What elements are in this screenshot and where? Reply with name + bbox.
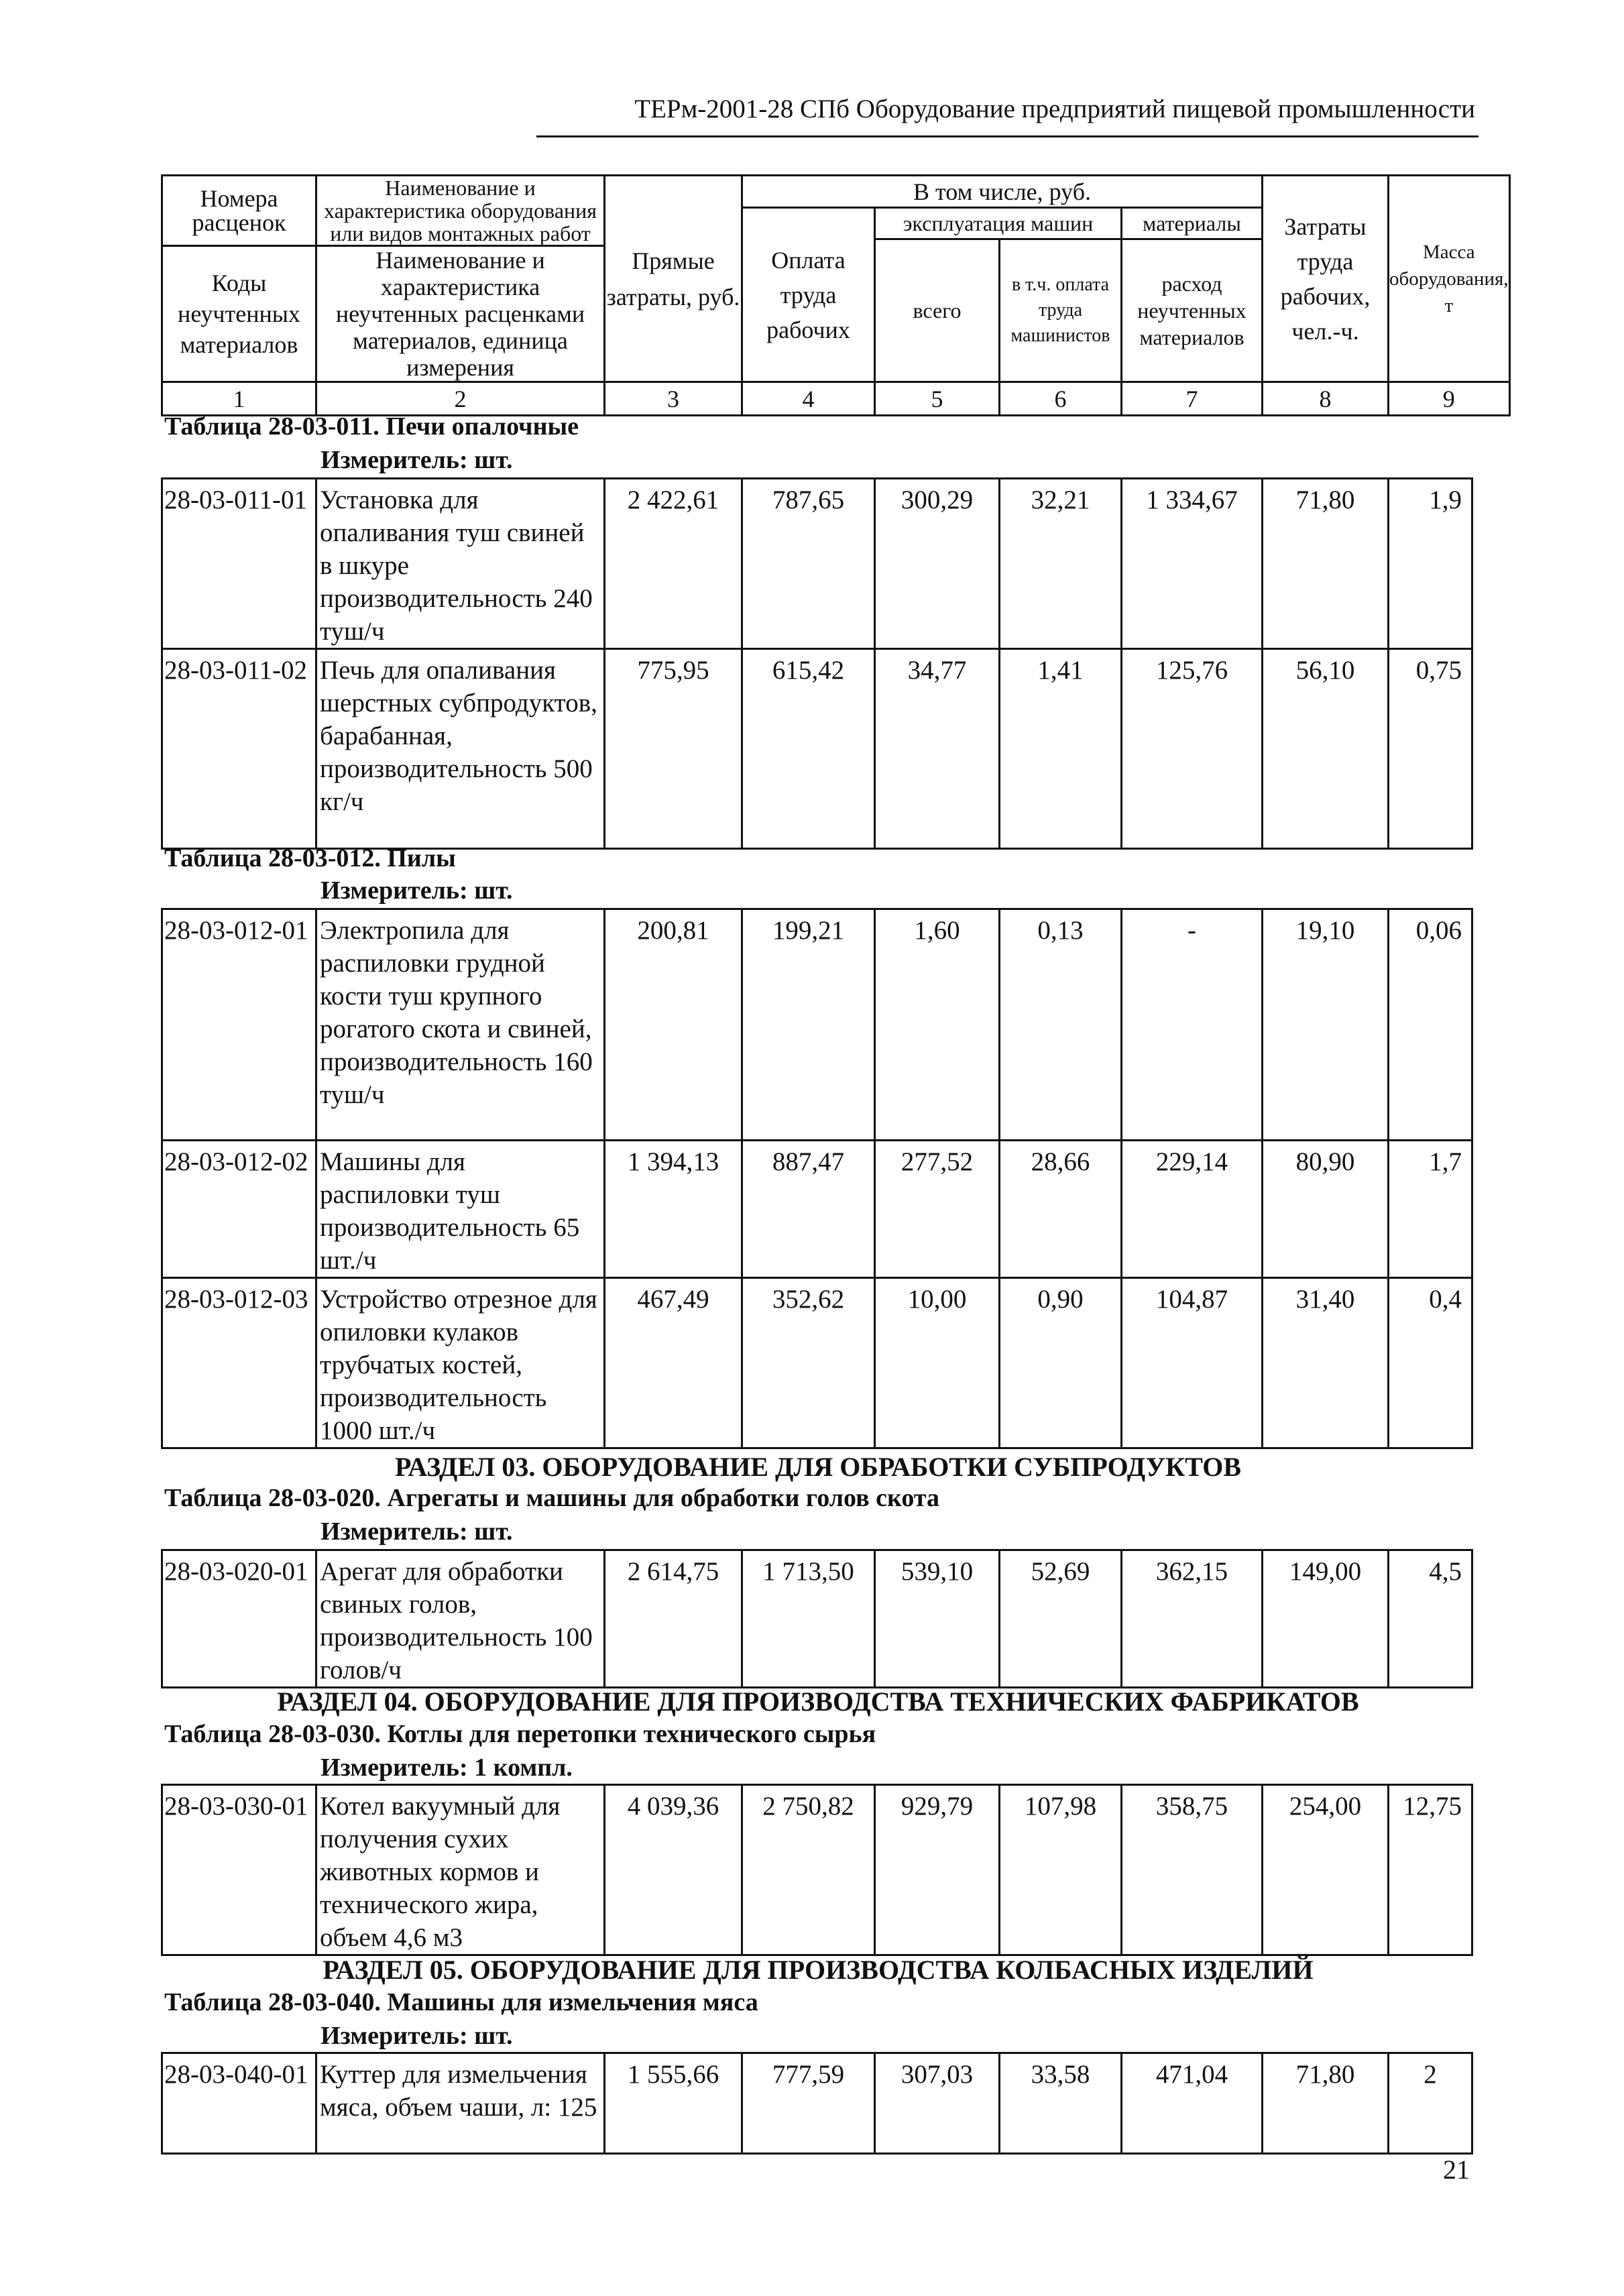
measure-unit: Измеритель: шт. [321,2022,513,2050]
equipment-mass: 4,5 [1389,1550,1472,1688]
materials-header: материалы [1122,208,1263,239]
machine-cost: 1,60 [875,909,1000,1141]
col-number: 8 [1263,382,1389,416]
rate-description: Куттер для измельчения мяса, объем чаши, л: 125 [316,2053,605,2154]
materials-cost: 1 334,67 [1122,479,1263,649]
machinist-labor-cost: 28,66 [1000,1141,1122,1278]
measure-unit: Измеритель: шт. [321,446,513,474]
machine-cost: 34,77 [875,649,1000,849]
machinist-labor-cost: 32,21 [1000,479,1122,649]
rate-code: 28-03-012-01 [162,909,316,1141]
running-header: ТЕРм-2001-28 СПб Оборудование предприятий пищевой промышленности [634,95,1475,123]
machinist-labor-cost: 1,41 [1000,649,1122,849]
rate-table [161,908,1473,1449]
equipment-mass: 0,75 [1389,649,1472,849]
rate-code: 28-03-040-01 [162,2053,316,2154]
rate-description: Установка для опаливания туш свиней в шкуре производительность 240 туш/ч [316,479,605,649]
direct-cost: 1 394,13 [605,1141,742,1278]
rate-table [161,2052,1473,2155]
table-row [162,649,1472,849]
rate-description: Электропила для распиловки грудной кости туш крупного рогатого скота и свиней, производительность 160 туш/ч [316,909,605,1141]
materials-cost: 362,15 [1122,1550,1263,1688]
measure-unit: Измеритель: шт. [321,1517,513,1546]
machine-cost: 10,00 [875,1278,1000,1448]
rate-description: Арегат для обработки свиных голов, производительность 100 голов/ч [316,1550,605,1688]
labor-cost: 199,21 [742,909,875,1141]
table-row [162,1550,1472,1688]
rate-code: 28-03-011-01 [162,479,316,649]
labor-hours: 71,80 [1263,2053,1389,2154]
rate-code: 28-03-030-01 [162,1785,316,1955]
direct-cost: 200,81 [605,909,742,1141]
rate-description: Котел вакуумный для получения сухих животных кормов и технического жира, объем 4,6 м3 [316,1785,605,1955]
labor-cost: 787,65 [742,479,875,649]
machine-cost: 277,52 [875,1141,1000,1278]
labor-hours: 71,80 [1263,479,1389,649]
labor-hours: 254,00 [1263,1785,1389,1955]
labor-cost: 1 713,50 [742,1550,875,1688]
materials-cost: 358,75 [1122,1785,1263,1955]
direct-cost: 775,95 [605,649,742,849]
col-number: 1 [162,382,316,416]
col4-header: Оплата труда рабочих [742,208,875,382]
equipment-mass: 0,4 [1389,1278,1472,1448]
materials-cost: - [1122,909,1263,1141]
col-number: 4 [742,382,875,416]
materials-cost: 104,87 [1122,1278,1263,1448]
col1-top-header: Номера расценок [162,176,316,246]
equipment-mass: 1,9 [1389,479,1472,649]
col-number: 9 [1389,382,1510,416]
labor-hours: 80,90 [1263,1141,1389,1278]
labor-cost: 2 750,82 [742,1785,875,1955]
machinist-labor-cost: 107,98 [1000,1785,1122,1955]
cost-breakdown-header: В том числе, руб. [742,176,1263,208]
rate-table [161,477,1473,850]
col-number: 5 [875,382,1000,416]
labor-cost: 615,42 [742,649,875,849]
col1-bottom-header: Коды неучтенных материалов [162,246,316,382]
col7-header: расход неучтенных материалов [1122,239,1263,382]
rate-table [161,1784,1473,1956]
machinist-labor-cost: 52,69 [1000,1550,1122,1688]
materials-cost: 125,76 [1122,649,1263,849]
col-number: 7 [1122,382,1263,416]
machinist-labor-cost: 0,90 [1000,1278,1122,1448]
section-heading: РАЗДЕЛ 04. ОБОРУДОВАНИЕ ДЛЯ ПРОИЗВОДСТВА ТЕХНИЧЕСКИХ ФАБРИКАТОВ [277,1686,1359,1717]
machine-cost: 539,10 [875,1550,1000,1688]
table-caption: Таблица 28-03-012. Пилы [164,844,456,872]
direct-cost: 467,49 [605,1278,742,1448]
labor-hours: 31,40 [1263,1278,1389,1448]
rate-code: 28-03-012-02 [162,1141,316,1278]
equipment-mass: 2 [1389,2053,1472,2154]
page-number: 21 [1443,2155,1470,2185]
direct-cost: 1 555,66 [605,2053,742,2154]
equipment-mass: 1,7 [1389,1141,1472,1278]
machines-header: эксплуатация машин [875,208,1122,239]
section-heading: РАЗДЕЛ 05. ОБОРУДОВАНИЕ ДЛЯ ПРОИЗВОДСТВА КОЛБАСНЫХ ИЗДЕЛИЙ [323,1955,1314,1985]
machine-cost: 929,79 [875,1785,1000,1955]
materials-cost: 471,04 [1122,2053,1263,2154]
table-row [162,1278,1472,1448]
labor-hours: 19,10 [1263,909,1389,1141]
equipment-mass: 12,75 [1389,1785,1472,1955]
direct-cost: 2 422,61 [605,479,742,649]
rate-code: 28-03-011-02 [162,649,316,849]
labor-hours: 56,10 [1263,649,1389,849]
col-number: 3 [605,382,742,416]
measure-unit: Измеритель: шт. [321,876,513,905]
rate-description: Машины для распиловки туш производительность 65 шт./ч [316,1141,605,1278]
measure-unit: Измеритель: 1 компл. [321,1754,573,1782]
rate-description: Печь для опаливания шерстных субпродуктов, барабанная, производительность 500 кг/ч [316,649,605,849]
machine-cost: 307,03 [875,2053,1000,2154]
col8-header: Затраты труда рабочих, чел.-ч. [1263,176,1389,382]
labor-cost: 777,59 [742,2053,875,2154]
column-number-row [162,382,1510,416]
table-row [162,479,1472,649]
table-caption: Таблица 28-03-040. Машины для измельчения мяса [164,1988,758,2016]
table-caption: Таблица 28-03-011. Печи опалочные [164,412,579,441]
col3-header: Прямые затраты, руб. [605,176,742,382]
col9-header: Масса оборудования, т [1389,176,1510,382]
col-number: 6 [1000,382,1122,416]
rate-table [161,1549,1473,1688]
table-caption: Таблица 28-03-030. Котлы для перетопки технического сырья [164,1720,876,1748]
col6-header: в т.ч. оплата труда машинистов [1000,239,1122,382]
header-rule [536,135,1478,137]
machine-cost: 300,29 [875,479,1000,649]
section-heading: РАЗДЕЛ 03. ОБОРУДОВАНИЕ ДЛЯ ОБРАБОТКИ СУБПРОДУКТОВ [394,1452,1242,1482]
labor-cost: 352,62 [742,1278,875,1448]
equipment-mass: 0,06 [1389,909,1472,1141]
direct-cost: 2 614,75 [605,1550,742,1688]
direct-cost: 4 039,36 [605,1785,742,1955]
labor-cost: 887,47 [742,1141,875,1278]
labor-hours: 149,00 [1263,1550,1389,1688]
rate-description: Устройство отрезное для опиловки кулаков трубчатых костей, производительность 1000 шт./ч [316,1278,605,1448]
rate-code: 28-03-012-03 [162,1278,316,1448]
col2-top-header: Наименование и характеристика оборудования или видов монтажных работ [316,176,605,246]
table-row [162,1785,1472,1955]
table-row [162,1141,1472,1278]
rate-code: 28-03-020-01 [162,1550,316,1688]
column-header-table [161,174,1511,416]
machinist-labor-cost: 0,13 [1000,909,1122,1141]
table-row [162,2053,1472,2154]
col5-header: всего [875,239,1000,382]
table-row [162,909,1472,1141]
col-number: 2 [316,382,605,416]
machinist-labor-cost: 33,58 [1000,2053,1122,2154]
table-caption: Таблица 28-03-020. Агрегаты и машины для обработки голов скота [164,1484,940,1512]
col2-bottom-header: Наименование и характеристика неучтенных расценками материалов, единица измерения [316,246,605,382]
materials-cost: 229,14 [1122,1141,1263,1278]
